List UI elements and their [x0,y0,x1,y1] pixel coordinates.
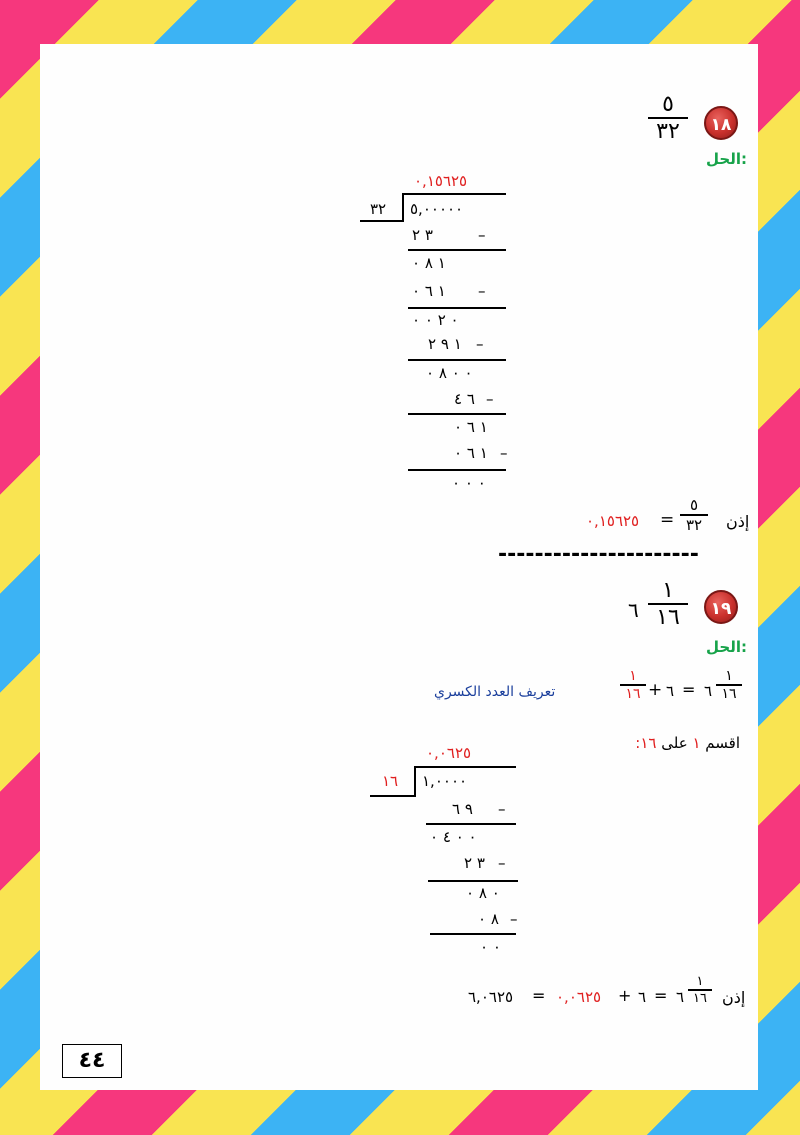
step-remainder: ٠ ٠ ٤ ٠ [430,828,477,846]
step-subtrahend: ١ ٦ ٠ [412,282,446,300]
equals-sign: = [682,680,696,699]
step-remainder: ٠ ٠ ٨ ٠ [426,364,473,382]
equals-sign: = [660,510,675,530]
dividend: ٥,٠٠٠٠٠ [410,200,464,218]
step-remainder: ٠ ٨ ٠ [466,884,500,902]
instruction-word: اقسم [705,734,740,752]
quotient: ٠,٠٦٢٥ [426,744,472,762]
fraction-numerator: ٥ [689,496,699,514]
definition-note: تعريف العدد الكسري [434,684,556,700]
conclusion-whole: ٦ [676,988,685,1006]
step-line [408,249,506,251]
division-bracket-top [416,766,516,768]
expansion-fraction-part [620,668,646,702]
step-line [430,933,516,935]
fraction-numerator: ١ [662,578,674,603]
instruction-number: ١٦: [635,734,657,752]
step-subtrahend: ٨ ٠ [478,910,499,928]
solution-label: الحل: [706,638,747,656]
conclusion-whole-2: ٦ [638,988,647,1006]
conclusion-fraction [680,496,708,534]
step-line [408,469,506,471]
final-remainder: ٠ ٠ ٠ [452,474,486,492]
step-remainder: ١ ٨ ٠ [412,254,446,272]
step-line [428,880,518,882]
step-remainder: ١ ٦ ٠ [454,418,488,436]
minus-sign: – [510,910,524,928]
fraction-denominator: ١٦ [625,686,641,702]
decimal-part: ٠,٠٦٢٥ [556,988,602,1006]
problem-19-badge: ١٩ [704,590,738,624]
problem-18-fraction [648,92,688,144]
conclusion-prefix: إذن [726,512,750,531]
equals-sign: = [532,986,546,1005]
instruction-word: على [661,734,688,752]
minus-sign: – [478,282,492,300]
step-subtrahend: ٣ ٢ [464,854,485,872]
divisor: ٣٢ [370,200,387,218]
fraction-denominator: ١٦ [693,991,707,1006]
solution-label: الحل: [706,150,747,168]
fraction-numerator: ٥ [662,92,674,117]
dashed-separator: ---------------------- [498,542,699,567]
final-remainder: ٠ ٠ [480,938,501,956]
divisor-underline [370,795,416,797]
page-number: ٤٤ [62,1044,122,1078]
divide-instruction [630,734,740,752]
plus-sign: + [648,680,663,700]
fraction-denominator: ٣٢ [656,119,680,144]
problem-18-badge: ١٨ [704,106,738,140]
step-subtrahend: ٩ ٦ [452,800,473,818]
division-bracket-side [414,766,416,796]
result-decimal: ٠,١٥٦٢٥ [586,512,640,530]
step-subtrahend: ١ ٦ ٠ [454,444,488,462]
minus-sign: – [486,390,500,408]
conclusion-prefix: إذن [722,988,746,1007]
problem-19-fraction [648,578,688,630]
division-bracket-top [404,193,506,195]
divisor-underline [360,220,404,222]
step-subtrahend: ١ ٩ ٢ [428,335,462,353]
page-sheet [40,44,758,1090]
step-subtrahend: ٣ ٢ [412,226,433,244]
fraction-denominator: ١٦ [721,686,737,702]
instruction-number: ١ [692,734,701,752]
expansion-whole: ٦ [704,682,713,700]
step-subtrahend: ٦ ٤ [454,390,475,408]
minus-sign: – [478,226,492,244]
step-remainder: ٠ ٢ ٠ ٠ [412,311,459,329]
division-bracket-side [402,193,404,221]
plus-sign: + [618,986,632,1005]
dividend: ١,٠٠٠٠ [422,772,468,790]
minus-sign: – [500,444,514,462]
minus-sign: – [476,335,490,353]
conclusion-fraction [688,974,712,1006]
minus-sign: – [498,854,512,872]
expansion-fraction [716,668,742,702]
fraction-denominator: ٣٢ [685,516,703,534]
step-line [408,359,506,361]
expansion-whole-2: ٦ [666,682,675,700]
fraction-numerator: ١ [629,668,637,684]
quotient: ٠,١٥٦٢٥ [414,172,468,190]
fraction-denominator: ١٦ [656,605,680,630]
fraction-numerator: ١ [725,668,733,684]
mixed-whole: ٦ [628,598,639,622]
step-line [408,307,506,309]
divisor: ١٦ [382,772,399,790]
final-result: ٦,٠٦٢٥ [468,988,514,1006]
step-line [408,413,506,415]
minus-sign: – [498,800,512,818]
equals-sign: = [654,986,668,1005]
fraction-numerator: ١ [696,974,704,989]
step-line [426,823,516,825]
